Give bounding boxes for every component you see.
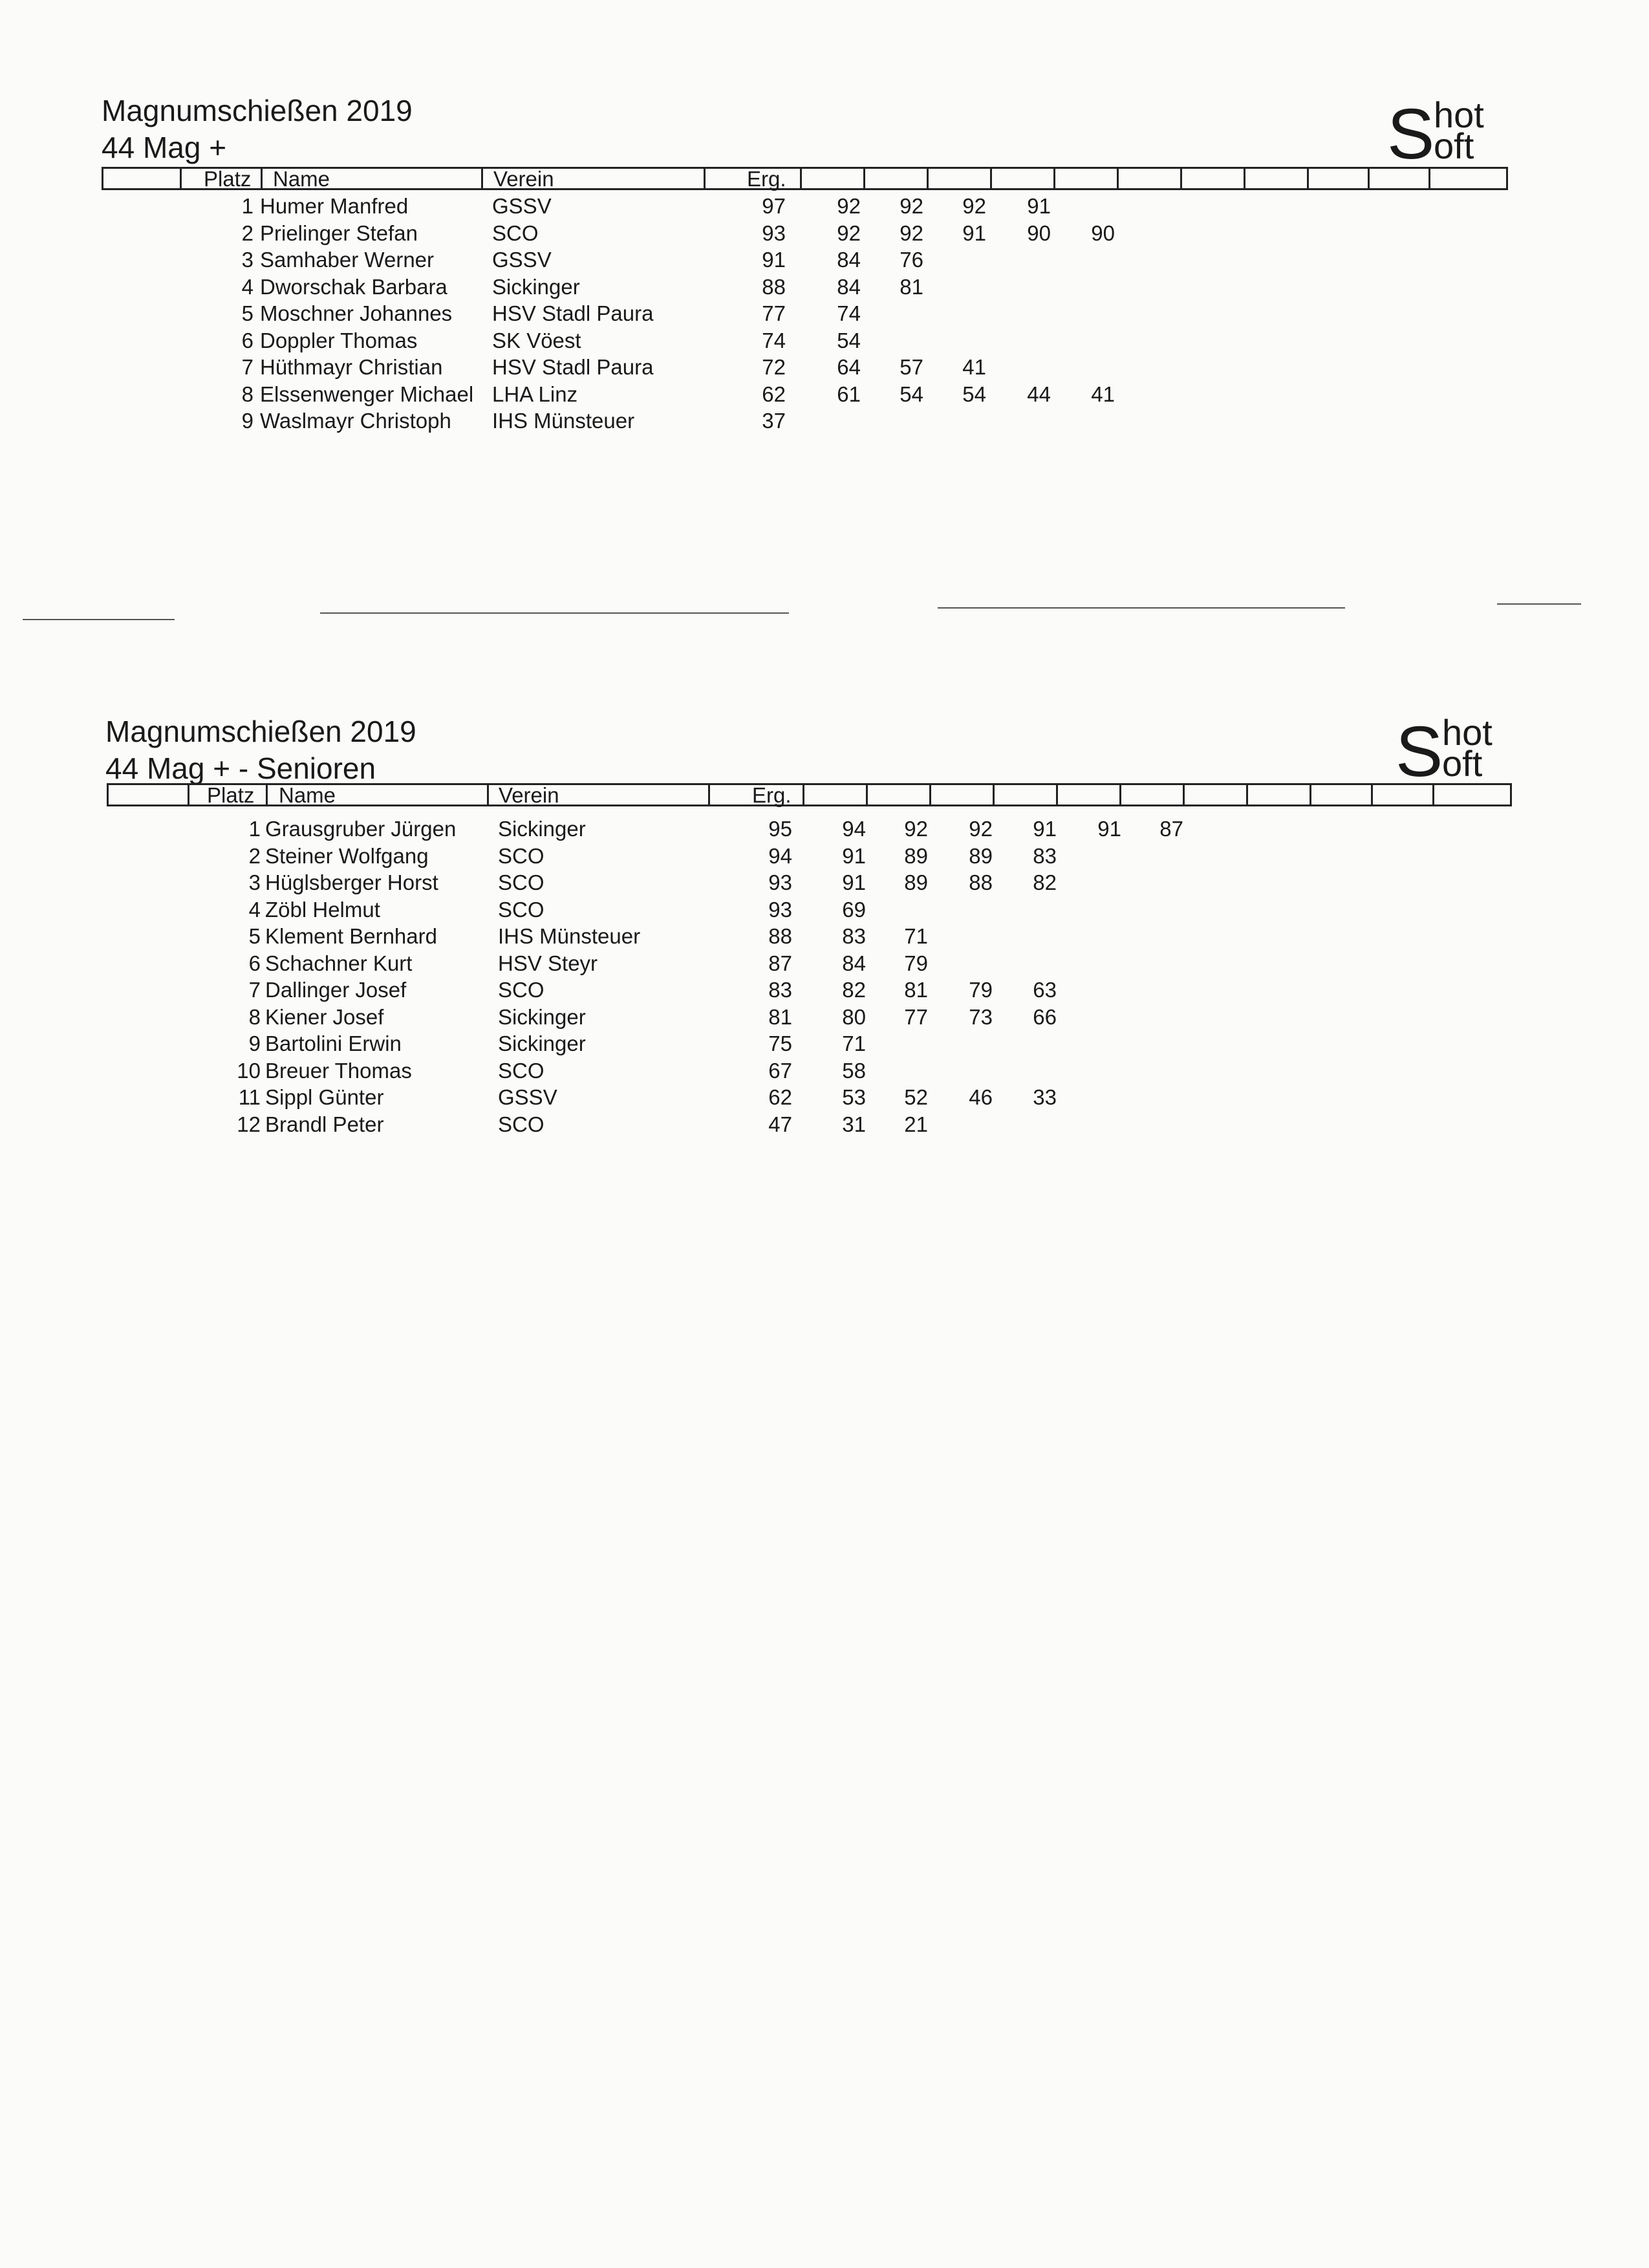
cell-erg: 67	[768, 1058, 792, 1083]
cell-score: 80	[842, 1004, 866, 1029]
separator-line	[938, 607, 1345, 609]
cell-erg: 74	[762, 328, 786, 352]
cell-score: 94	[842, 817, 866, 841]
table-row	[0, 815, 1649, 842]
cell-score: 71	[842, 1031, 866, 1055]
header-name: Name	[279, 783, 336, 807]
cell-name: Kiener Josef	[265, 1004, 384, 1029]
cell-name: Breuer Thomas	[265, 1058, 412, 1083]
cell-score: 58	[842, 1058, 866, 1083]
cell-score: 91	[1097, 817, 1121, 841]
header-platz: Platz	[207, 783, 255, 807]
cell-score: 74	[837, 301, 861, 325]
cell-score: 21	[904, 1112, 928, 1136]
table-header	[102, 167, 1508, 190]
table-row	[0, 950, 1649, 977]
table-row	[0, 923, 1649, 949]
cell-score: 61	[837, 382, 861, 406]
cell-erg: 37	[762, 409, 786, 433]
table-row	[0, 896, 1649, 923]
table-row	[0, 407, 1649, 434]
cell-name: Klement Bernhard	[265, 924, 437, 948]
cell-score: 91	[842, 843, 866, 868]
cell-verein: Sickinger	[498, 1004, 586, 1029]
cell-erg: 93	[768, 897, 792, 922]
cell-erg: 47	[768, 1112, 792, 1136]
cell-platz: 12	[237, 1112, 261, 1136]
cell-verein: HSV Stadl Paura	[492, 355, 654, 379]
cell-platz: 8	[241, 382, 253, 406]
cell-erg: 94	[768, 843, 792, 868]
cell-score: 83	[842, 924, 866, 948]
table-row	[0, 246, 1649, 273]
header-name: Name	[273, 167, 330, 191]
cell-score: 57	[900, 355, 923, 379]
cell-verein: SCO	[498, 978, 544, 1002]
cell-name: Grausgruber Jürgen	[265, 817, 457, 841]
separator-line	[320, 612, 789, 614]
cell-erg: 97	[762, 194, 786, 218]
cell-verein: Sickinger	[498, 817, 586, 841]
cell-verein: SCO	[498, 1112, 544, 1136]
cell-platz: 8	[248, 1004, 261, 1029]
cell-score: 92	[900, 221, 923, 245]
cell-name: Humer Manfred	[260, 194, 409, 218]
table-row	[0, 977, 1649, 1003]
cell-score: 52	[904, 1085, 928, 1109]
cell-verein: IHS Münsteuer	[492, 409, 635, 433]
cell-name: Schachner Kurt	[265, 951, 413, 975]
cell-erg: 88	[762, 274, 786, 299]
table-row	[0, 843, 1649, 869]
separator-line	[23, 619, 175, 620]
cell-score: 33	[1033, 1085, 1057, 1109]
cell-erg: 81	[768, 1004, 792, 1029]
cell-platz: 5	[241, 301, 253, 325]
cell-name: Hüthmayr Christian	[260, 355, 443, 379]
cell-verein: HSV Steyr	[498, 951, 598, 975]
cell-erg: 83	[768, 978, 792, 1002]
cell-erg: 77	[762, 301, 786, 325]
cell-name: Elssenwenger Michael	[260, 382, 474, 406]
cell-platz: 1	[248, 817, 261, 841]
svg-text:hot: hot	[1434, 94, 1484, 135]
header-platz: Platz	[204, 167, 252, 191]
cell-verein: GSSV	[498, 1085, 557, 1109]
shotsoft-logo	[1396, 711, 1518, 783]
cell-erg: 87	[768, 951, 792, 975]
cell-verein: SK Vöest	[492, 328, 581, 352]
cell-name: Sippl Günter	[265, 1085, 384, 1109]
cell-score: 92	[904, 817, 928, 841]
cell-score: 77	[904, 1004, 928, 1029]
cell-score: 41	[962, 355, 986, 379]
cell-score: 69	[842, 897, 866, 922]
separator-line	[1497, 603, 1581, 605]
cell-score: 79	[904, 951, 928, 975]
cell-name: Bartolini Erwin	[265, 1031, 402, 1055]
cell-platz: 1	[241, 194, 253, 218]
cell-platz: 10	[237, 1058, 261, 1083]
cell-verein: SCO	[498, 897, 544, 922]
svg-text:oft: oft	[1434, 125, 1474, 165]
table-row	[0, 1111, 1649, 1138]
cell-score: 91	[842, 870, 866, 894]
cell-name: Steiner Wolfgang	[265, 843, 429, 868]
cell-name: Moschner Johannes	[260, 301, 453, 325]
table-row	[0, 1057, 1649, 1084]
cell-erg: 95	[768, 817, 792, 841]
cell-platz: 4	[248, 897, 261, 922]
cell-score: 31	[842, 1112, 866, 1136]
cell-score: 53	[842, 1085, 866, 1109]
cell-score: 84	[842, 951, 866, 975]
table-row	[0, 193, 1649, 219]
cell-name: Doppler Thomas	[260, 328, 418, 352]
cell-verein: SCO	[498, 843, 544, 868]
cell-erg: 91	[762, 248, 786, 272]
cell-score: 90	[1091, 221, 1115, 245]
cell-score: 89	[904, 843, 928, 868]
cell-score: 82	[842, 978, 866, 1002]
cell-score: 91	[962, 221, 986, 245]
cell-erg: 75	[768, 1031, 792, 1055]
cell-score: 83	[1033, 843, 1057, 868]
table-row	[0, 327, 1649, 354]
cell-score: 92	[900, 194, 923, 218]
cell-platz: 7	[248, 978, 261, 1002]
cell-score: 89	[969, 843, 993, 868]
cell-verein: SCO	[498, 870, 544, 894]
section-subtitle: 44 Mag +	[102, 131, 227, 164]
table-row	[0, 1004, 1649, 1030]
cell-verein: LHA Linz	[492, 382, 578, 406]
cell-erg: 62	[762, 382, 786, 406]
cell-platz: 3	[248, 870, 261, 894]
cell-score: 63	[1033, 978, 1057, 1002]
section-title: Magnumschießen 2019	[105, 715, 416, 748]
cell-score: 84	[837, 248, 861, 272]
cell-verein: GSSV	[492, 248, 552, 272]
cell-name: Hüglsberger Horst	[265, 870, 438, 894]
cell-platz: 9	[241, 409, 253, 433]
cell-score: 90	[1027, 221, 1051, 245]
cell-score: 44	[1027, 382, 1051, 406]
cell-score: 54	[962, 382, 986, 406]
cell-name: Samhaber Werner	[260, 248, 435, 272]
section-title: Magnumschießen 2019	[102, 94, 413, 127]
table-row	[0, 1030, 1649, 1057]
cell-erg: 88	[768, 924, 792, 948]
cell-verein: GSSV	[492, 194, 552, 218]
cell-score: 41	[1091, 382, 1115, 406]
cell-name: Zöbl Helmut	[265, 897, 380, 922]
header-verein: Verein	[499, 783, 559, 807]
cell-platz: 6	[241, 328, 253, 352]
cell-verein: IHS Münsteuer	[498, 924, 641, 948]
cell-score: 73	[969, 1004, 993, 1029]
table-row	[0, 381, 1649, 407]
cell-score: 66	[1033, 1004, 1057, 1029]
cell-platz: 5	[248, 924, 261, 948]
cell-verein: Sickinger	[492, 274, 580, 299]
table-row	[0, 1084, 1649, 1110]
header-erg: Erg.	[752, 783, 792, 807]
cell-score: 54	[837, 328, 861, 352]
cell-platz: 2	[248, 843, 261, 868]
cell-platz: 4	[241, 274, 253, 299]
cell-score: 79	[969, 978, 993, 1002]
cell-erg: 93	[768, 870, 792, 894]
cell-verein: Sickinger	[498, 1031, 586, 1055]
cell-verein: HSV Stadl Paura	[492, 301, 654, 325]
table-row	[0, 274, 1649, 300]
cell-score: 71	[904, 924, 928, 948]
svg-text:S: S	[1396, 712, 1443, 783]
cell-score: 87	[1159, 817, 1183, 841]
cell-score: 81	[900, 274, 923, 299]
cell-erg: 72	[762, 355, 786, 379]
cell-name: Prielinger Stefan	[260, 221, 418, 245]
cell-score: 92	[837, 194, 861, 218]
cell-score: 88	[969, 870, 993, 894]
cell-score: 54	[900, 382, 923, 406]
cell-name: Brandl Peter	[265, 1112, 384, 1136]
cell-platz: 7	[241, 355, 253, 379]
cell-platz: 3	[241, 248, 253, 272]
cell-platz: 2	[241, 221, 253, 245]
cell-verein: SCO	[492, 221, 539, 245]
cell-score: 76	[900, 248, 923, 272]
cell-name: Dworschak Barbara	[260, 274, 447, 299]
cell-score: 89	[904, 870, 928, 894]
svg-text:hot: hot	[1442, 712, 1493, 753]
table-header	[107, 783, 1512, 806]
table-row	[0, 354, 1649, 380]
section-subtitle: 44 Mag + - Senioren	[105, 751, 376, 785]
cell-score: 81	[904, 978, 928, 1002]
cell-verein: SCO	[498, 1058, 544, 1083]
cell-erg: 93	[762, 221, 786, 245]
cell-platz: 11	[238, 1085, 261, 1109]
cell-name: Waslmayr Christoph	[260, 409, 451, 433]
shotsoft-logo	[1387, 94, 1510, 165]
cell-score: 92	[962, 194, 986, 218]
svg-text:oft: oft	[1442, 743, 1483, 783]
cell-score: 92	[837, 221, 861, 245]
cell-score: 91	[1033, 817, 1057, 841]
cell-erg: 62	[768, 1085, 792, 1109]
table-row	[0, 220, 1649, 246]
cell-score: 92	[969, 817, 993, 841]
cell-score: 64	[837, 355, 861, 379]
table-row	[0, 300, 1649, 327]
cell-name: Dallinger Josef	[265, 978, 407, 1002]
cell-score: 46	[969, 1085, 993, 1109]
cell-score: 84	[837, 274, 861, 299]
cell-platz: 9	[248, 1031, 261, 1055]
header-erg: Erg.	[747, 167, 786, 191]
cell-score: 91	[1027, 194, 1051, 218]
cell-score: 82	[1033, 870, 1057, 894]
table-row	[0, 869, 1649, 896]
svg-text:S: S	[1387, 94, 1435, 165]
cell-platz: 6	[248, 951, 261, 975]
header-verein: Verein	[493, 167, 554, 191]
